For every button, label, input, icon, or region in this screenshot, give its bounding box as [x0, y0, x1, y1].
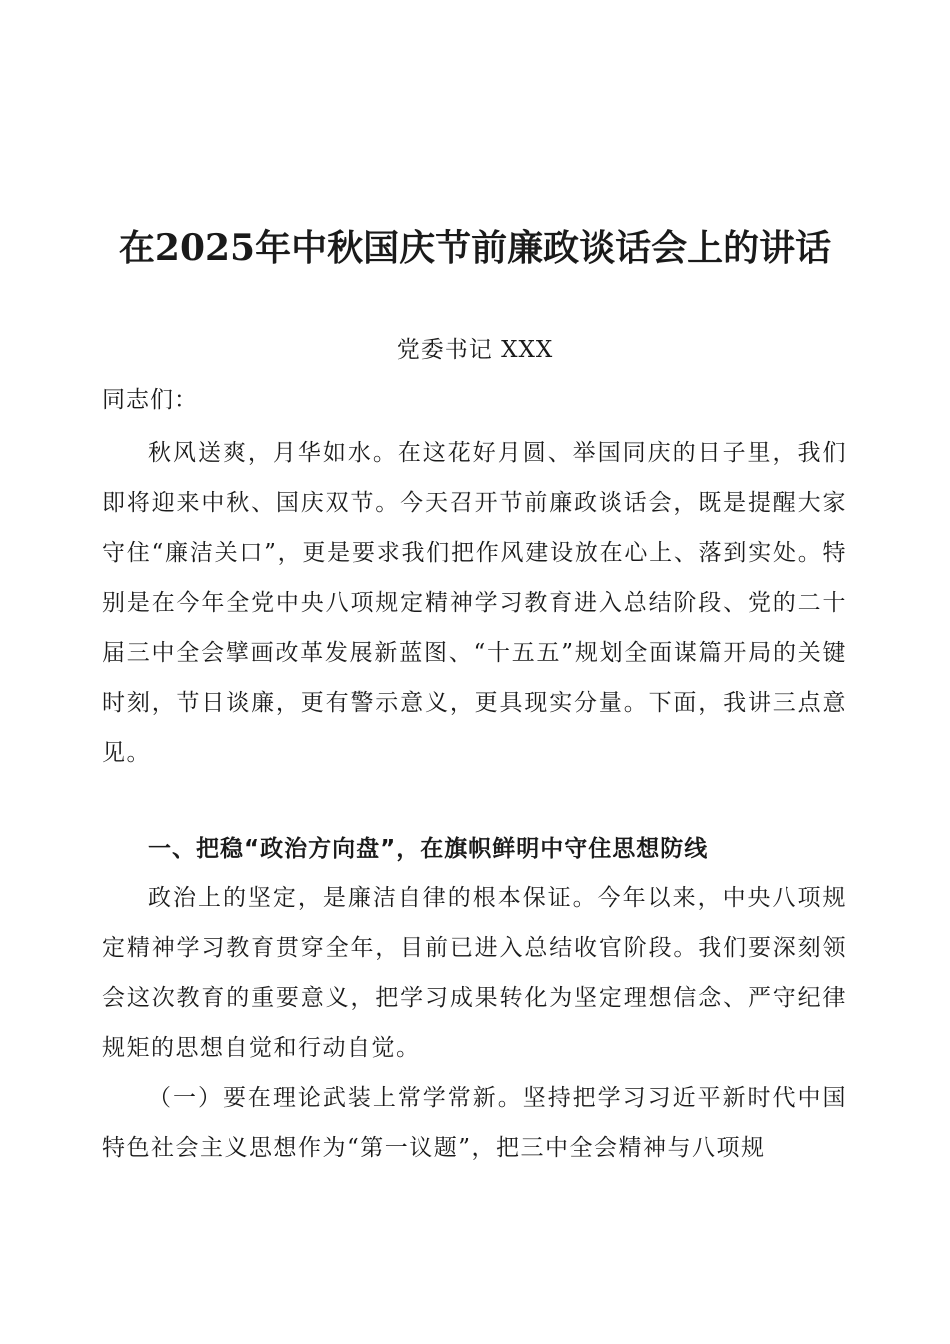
subpoint-paragraph: （一）要在理论武装上常学常新。坚持把学习习近平新时代中国特色社会主义思想作为“第一议题”，把三中全会精神与八项规 [102, 1085, 847, 1161]
salutation: 同志们： [102, 387, 198, 413]
intro-paragraph: 秋风送爽，月华如水。在这花好月圆、举国同庆的日子里，我们即将迎来中秋、国庆双节。今天召开节前廉政谈话会，既是提醒大家守住“廉洁关口”，更是要求我们把作风建设放在心上、落到实处。特别是在今年全党中央八项规定精神学习教育进入总结阶段、党的二十届三中全会擘画改革发展新蓝图、“十五五”规划全面谋篇开局的关键时刻，节日谈廉，更有警示意义，更具现实分量。下面，我讲三点意见。 [102, 440, 847, 766]
section-paragraph: 政治上的坚定，是廉洁自律的根本保证。今年以来，中央八项规定精神学习教育贯穿全年，目前已进入总结收官阶段。我们要深刻领会这次教育的重要意义，把学习成果转化为坚定理想信念、严守纪律规矩的思想自觉和行动自觉。 [102, 885, 847, 1061]
author-line: 党委书记 XXX [396, 337, 554, 363]
section-heading: 一、把稳“政治方向盘”，在旗帜鲜明中守住思想防线 [148, 836, 709, 862]
document-title: 在2025年中秋国庆节前廉政谈话会上的讲话 [118, 227, 832, 269]
